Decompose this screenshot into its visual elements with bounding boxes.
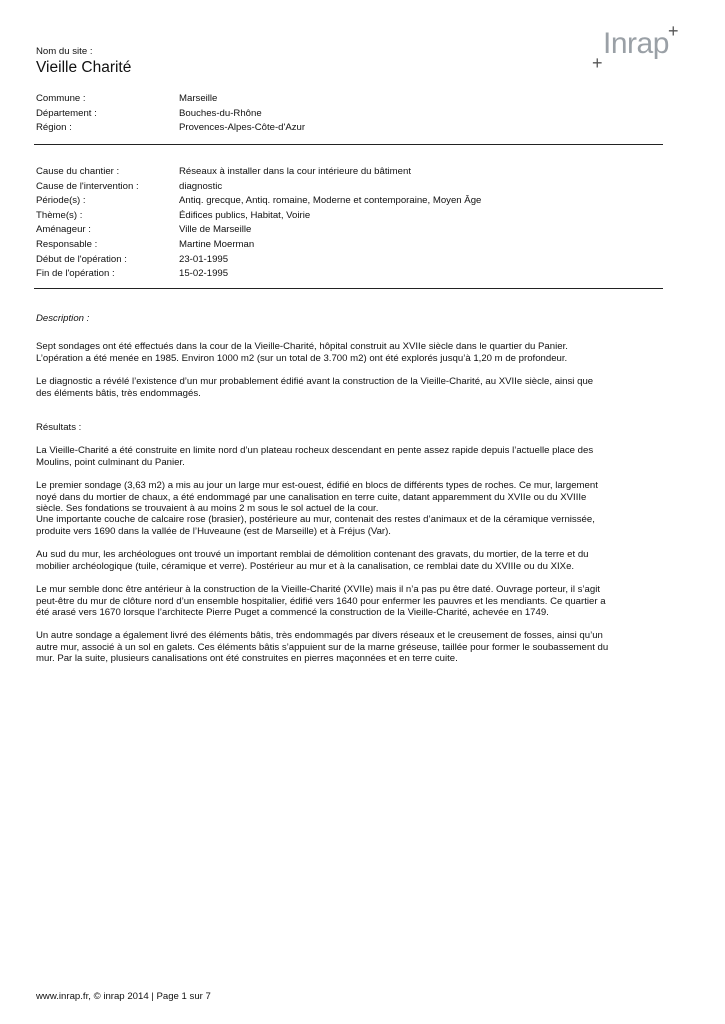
field-label: Thème(s) : xyxy=(36,209,83,221)
field-label: Responsable : xyxy=(36,238,98,250)
field-label: Commune : xyxy=(36,93,86,104)
site-name: Vieille Charité xyxy=(36,59,132,76)
field-value: Édifices publics, Habitat, Voirie xyxy=(179,209,311,221)
field-label: Cause du chantier : xyxy=(36,166,120,177)
divider xyxy=(34,288,663,289)
field-value: Martine Moerman xyxy=(179,238,255,250)
details-row xyxy=(36,195,481,210)
details-row xyxy=(36,210,481,225)
results-paragraph: Un autre sondage a également livré des éléments bâtis, très endommagés par divers réseaux et le creusement de fosses, ainsi qu’un autre mur, associé à un sol en galets. Ces éléments bâtis s’appuient sur de la marne gréseuse, taillée pour former le soubassement du mur. Par la suite, plusieurs canalisations ont été construites en pierres maçonnées et en terre cuite. xyxy=(36,630,609,665)
field-value: diagnostic xyxy=(179,180,223,192)
details-row xyxy=(36,239,481,254)
results-paragraph: Le premier sondage (3,63 m2) a mis au jour un large mur est-ouest, édifié en blocs de différents types de roches. Ce mur, largement noyé dans du mortier de chaux, a été endommagé par une canalisation en terre cuite, datant apparemment du XVIIe ou du XVIIIe siècle. Ses fondations se trouvaient à au moins 2 m sous le sol actuel de la cour. Une importante couche de calcaire rose (brasier), postérieure au mur, contenait des restes d’animaux et de la céramique vernissée, produite vers 1690 dans la vallée de l’Huveaune (est de Marseille) et à Fréjus (Var). xyxy=(36,480,598,537)
location-row xyxy=(36,122,305,137)
location-row xyxy=(36,93,305,108)
field-value: 15-02-1995 xyxy=(179,268,229,280)
description-heading: Description : xyxy=(36,313,90,324)
field-label: Aménageur : xyxy=(36,224,91,236)
location-row xyxy=(36,108,305,123)
details-row xyxy=(36,224,481,239)
site-label: Nom du site : xyxy=(36,46,93,57)
page-footer: www.inrap.fr, © inrap 2014 | Page 1 sur 7 xyxy=(36,991,211,1002)
report-body xyxy=(36,313,626,665)
results-heading: Résultats : xyxy=(36,422,82,434)
details-table xyxy=(36,166,481,283)
details-row xyxy=(36,181,481,196)
details-row xyxy=(36,268,481,283)
field-value: Marseille xyxy=(179,93,218,104)
divider xyxy=(34,144,663,145)
plus-icon: + xyxy=(592,53,603,73)
plus-icon: + xyxy=(668,21,679,41)
results-paragraph: Au sud du mur, les archéologues ont trouvé un important remblai de démolition contenant des gravats, du mortier, de la terre et du mobilier archéologique (tuile, céramique et verre). Postérieur au mur et à la canalisation, ce remblai date du XVIIIe ou du XIXe. xyxy=(36,549,589,572)
description-paragraph: Sept sondages ont été effectués dans la cour de la Vieille-Charité, hôpital construit au XVIIe siècle dans le quartier du Panier. L’opération a été menée en 1985. Environ 1000 m2 (sur un total de 3.700 m2) ont été explorés jusqu’à 1,20 m de profondeur. xyxy=(36,341,568,364)
details-row xyxy=(36,166,481,181)
results-paragraph: La Vieille-Charité a été construite en limite nord d’un plateau rocheux descendant en pente assez rapide depuis l’actuelle place des Moulins, point culminant du Panier. xyxy=(36,445,594,468)
location-table xyxy=(36,93,305,137)
field-label: Période(s) : xyxy=(36,195,86,207)
details-row xyxy=(36,254,481,269)
field-value: Provences-Alpes-Côte-d'Azur xyxy=(179,122,306,134)
description-paragraph: Le diagnostic a révélé l’existence d’un mur probablement édifié avant la construction de la Vieille-Charité, au XVIIe siècle, ainsi que des éléments bâtis, très endommagés. xyxy=(36,376,594,399)
field-value: Réseaux à installer dans la cour intérieure du bâtiment xyxy=(179,166,411,177)
field-label: Fin de l'opération : xyxy=(36,268,115,280)
field-label: Département : xyxy=(36,107,97,119)
field-value: Ville de Marseille xyxy=(179,224,252,236)
field-value: Antiq. grecque, Antiq. romaine, Moderne et contemporaine, Moyen Âge xyxy=(179,195,482,207)
logo-text: Inrap xyxy=(603,27,669,60)
results-paragraph: Le mur semble donc être antérieur à la construction de la Vieille-Charité (XVIIe) mais il n’a pas pu être daté. Ouvrage porteur, il s’agit peut-être du mur de clôture nord d’un ensemble hospitalier, édifié vers 1640 pour enfermer les pauvres et les mendiants. Ce quartier a été arasé vers 1670 lorsque l’architecte Pierre Puget a commencé la construction de la Vieille-Charité, achevée en 1749. xyxy=(36,584,606,618)
field-value: 23-01-1995 xyxy=(179,253,229,265)
field-label: Cause de l'intervention : xyxy=(36,180,139,192)
field-label: Région : xyxy=(36,122,72,134)
inrap-logo xyxy=(592,22,684,74)
field-label: Début de l'opération : xyxy=(36,253,127,265)
field-value: Bouches-du-Rhône xyxy=(179,107,262,119)
